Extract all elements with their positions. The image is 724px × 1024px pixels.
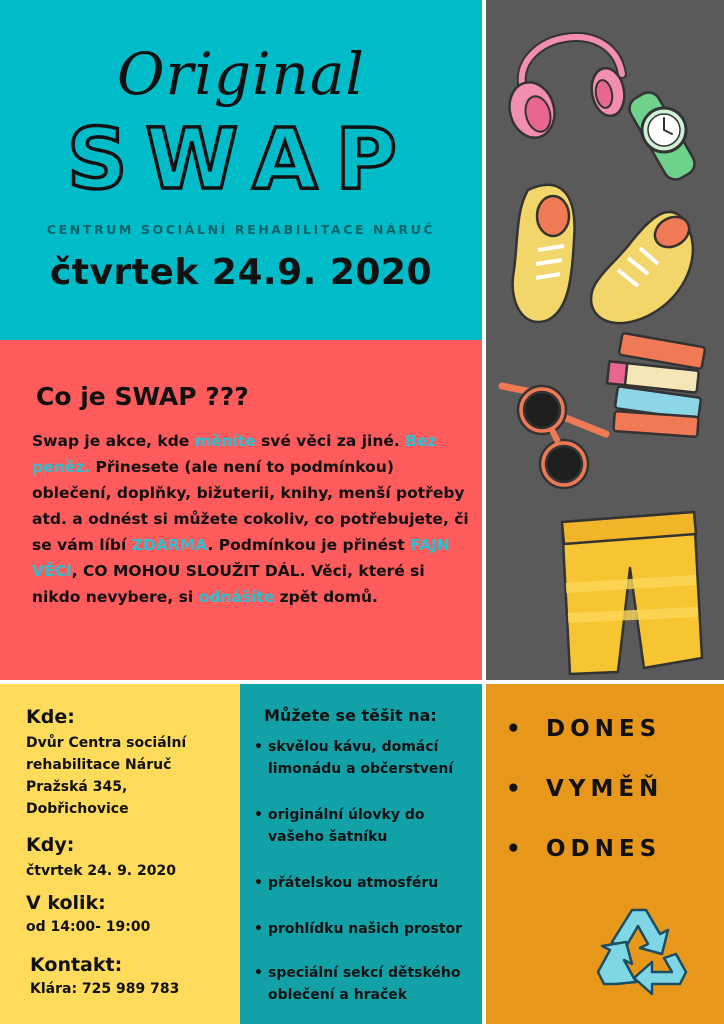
original-script-title: Original: [117, 40, 365, 108]
action-vymen: • VYMĚŇ: [506, 776, 664, 802]
list-item: • skvělou kávu, domácí limonádu a občerstvení: [254, 736, 476, 780]
swap-title: SWAP: [67, 110, 415, 208]
sunglasses-icon: [496, 368, 616, 498]
where-address: Dvůr Centra sociální rehabilitace Náruč Pražská 345, Dobřichovice: [26, 735, 187, 817]
action-odnes: • ODNES: [506, 836, 662, 862]
time-value: od 14:00- 19:00: [26, 919, 151, 935]
when-label: Kdy:: [26, 834, 75, 856]
look-forward-title: Můžete se těšit na:: [264, 706, 437, 725]
books-icon: [600, 330, 712, 442]
about-title: Co je SWAP ???: [36, 382, 249, 411]
where-label: Kde:: [26, 706, 75, 728]
sneakers-icon: [508, 180, 708, 330]
when-value: čtvrtek 24. 9. 2020: [26, 863, 176, 879]
organizer-name: CENTRUM SOCIÁLNÍ REHABILITACE NÁRUČ: [46, 222, 436, 237]
shorts-icon: [556, 508, 704, 674]
contact-label: Kontakt:: [30, 954, 123, 976]
headphones-icon: [502, 14, 632, 144]
list-item: • přátelskou atmosféru: [254, 872, 476, 894]
watch-icon: [622, 88, 702, 184]
action-dones: • DONES: [506, 716, 662, 742]
recycle-icon: [594, 902, 694, 998]
contact-value: Klára: 725 989 783: [30, 981, 180, 997]
time-label: V kolik:: [26, 892, 106, 914]
event-date: čtvrtek 24.9. 2020: [49, 252, 433, 293]
list-item: • originální úlovky do vašeho šatníku: [254, 804, 476, 848]
list-item: • prohlídku našich prostor: [254, 918, 476, 940]
list-item: • speciální sekcí dětského oblečení a hraček: [254, 962, 476, 1006]
about-text: Swap je akce, kde měníte své věci za jiné. Bez peněz. Přinesete (ale není to podmínkou) oblečení, doplňky, bižuterii, knihy, menší potřeby atd. a odnést si můžete cokoliv, co potřebujete, či se vám líbí ZDARMA. Podmínkou je přinést FAJN VĚCI, CO MOHOU SLOUŽIT DÁL. Věci, které si nikdo nevybere, si odnášíte zpět domů.: [32, 432, 469, 606]
